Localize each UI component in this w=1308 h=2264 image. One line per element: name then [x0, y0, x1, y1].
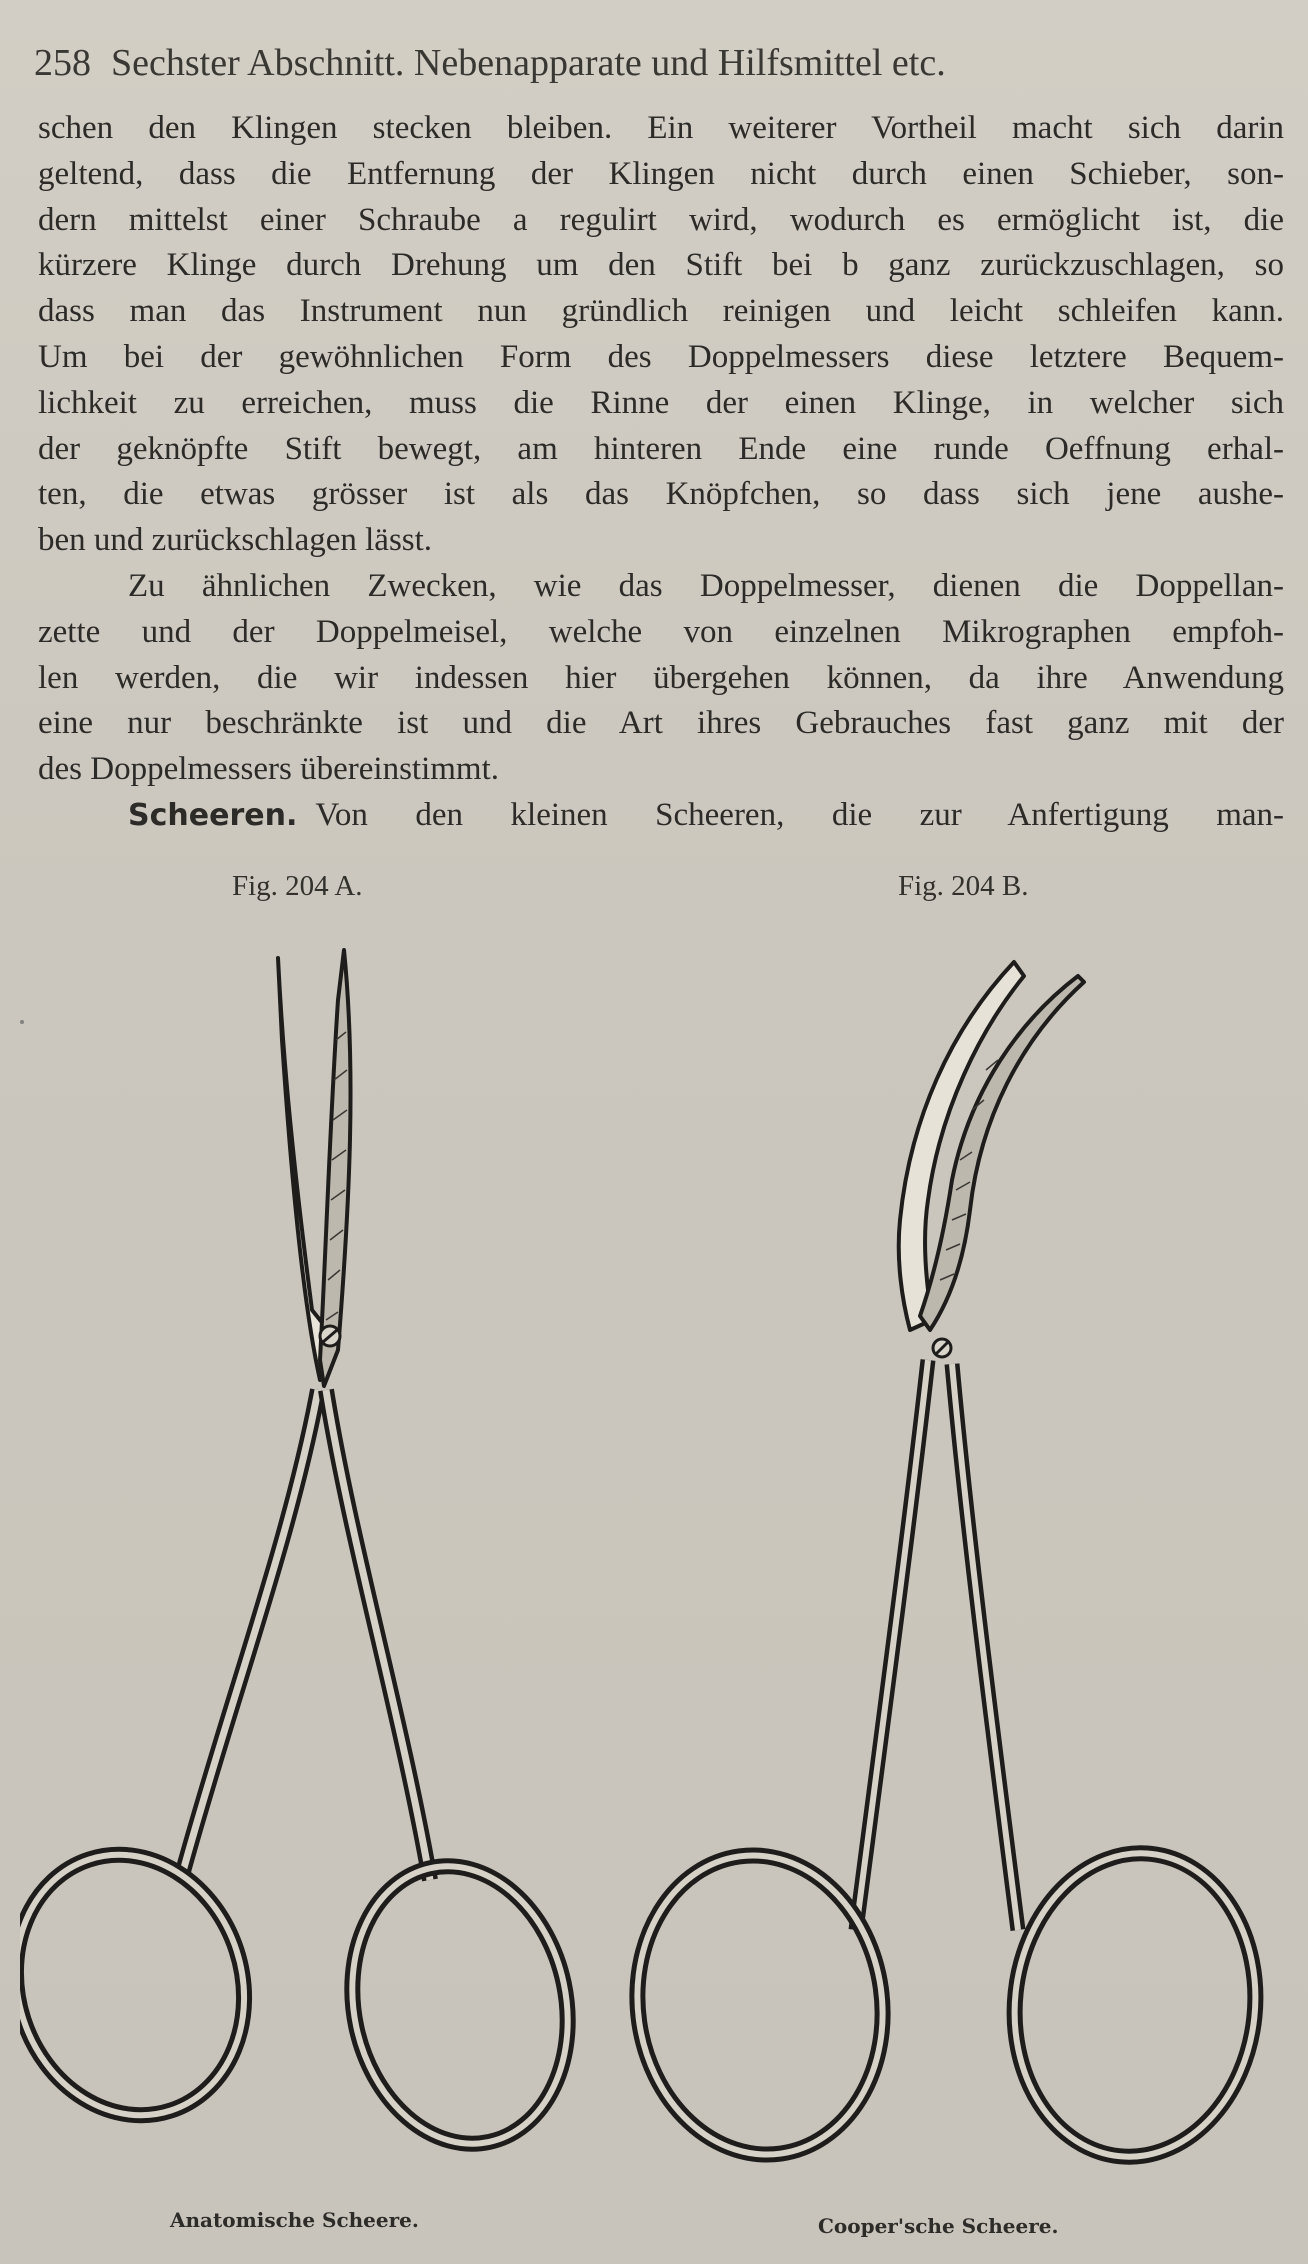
cooper-scissors-illustration	[610, 920, 1300, 2190]
anatomical-scissors-illustration	[20, 920, 580, 2190]
text-line: der geknöpfte Stift bewegt, am hinteren Ende eine runde Oeffnung erhal-	[38, 430, 1284, 467]
running-head	[34, 40, 1274, 86]
right-blade	[320, 950, 351, 1386]
figure-caption-b: Cooper'sche Scheere.	[818, 2214, 1059, 2238]
text-line: Zu ähnlichen Zwecken, wie das Doppelmesser, dienen die Doppellan-	[128, 567, 1284, 604]
text-line: dern mittelst einer Schraube a regulirt wird, wodurch es ermöglicht ist, die	[38, 201, 1284, 238]
text-line: lichkeit zu erreichen, muss die Rinne der einen Klinge, in welcher sich	[38, 384, 1284, 421]
text-line: len werden, die wir indessen hier übergehen können, da ihre Anwendung	[38, 659, 1284, 696]
body-text	[38, 106, 1284, 839]
section-line	[38, 793, 1284, 839]
text-line: ben und zurückschlagen lässt.	[38, 522, 433, 559]
text-line: geltend, dass die Entfernung der Klingen nicht durch einen Schieber, son-	[38, 155, 1284, 192]
text-line: dass man das Instrument nun gründlich reinigen und leicht schleifen kann.	[38, 293, 1284, 330]
text-line: eine nur beschränkte ist und die Art ihres Gebrauches fast ganz mit der	[38, 705, 1284, 742]
figure-label-a: Fig. 204 A.	[232, 870, 363, 902]
ink-speck	[20, 1020, 24, 1024]
text-line: zette und der Doppelmeisel, welche von einzelnen Mikrographen empfoh-	[38, 613, 1284, 650]
text-line: ten, die etwas grösser ist als das Knöpfchen, so dass sich jene aushe-	[38, 476, 1284, 513]
right-finger-ring	[1000, 1841, 1270, 2168]
running-title: Sechster Abschnitt. Nebenapparate und Hilfsmittel etc.	[111, 42, 946, 84]
text-line: Um bei der gewöhnlichen Form des Doppelmessers diese letztere Bequem-	[38, 338, 1284, 375]
text-line: schen den Klingen stecken bleiben. Ein weiterer Vortheil macht sich darin	[38, 110, 1284, 146]
page-number: 258	[34, 42, 91, 84]
right-finger-ring	[327, 1846, 580, 2164]
anatomical-scissors-figure	[20, 920, 580, 2190]
section-text: Von den kleinen Scheeren, die zur Anfertigung man-	[315, 796, 1284, 833]
figure-label-b: Fig. 204 B.	[898, 870, 1029, 902]
cooper-scissors-figure	[610, 920, 1300, 2190]
right-shank-inner	[326, 1390, 430, 1880]
figure-caption-a: Anatomische Scheere.	[170, 2208, 419, 2232]
section-heading: Scheeren.	[128, 797, 298, 833]
text-line: des Doppelmessers übereinstimmt.	[38, 751, 500, 788]
text-line: kürzere Klinge durch Drehung um den Stift bei b ganz zurückzuschlagen, so	[38, 247, 1284, 284]
lower-curved-blade	[920, 976, 1084, 1330]
